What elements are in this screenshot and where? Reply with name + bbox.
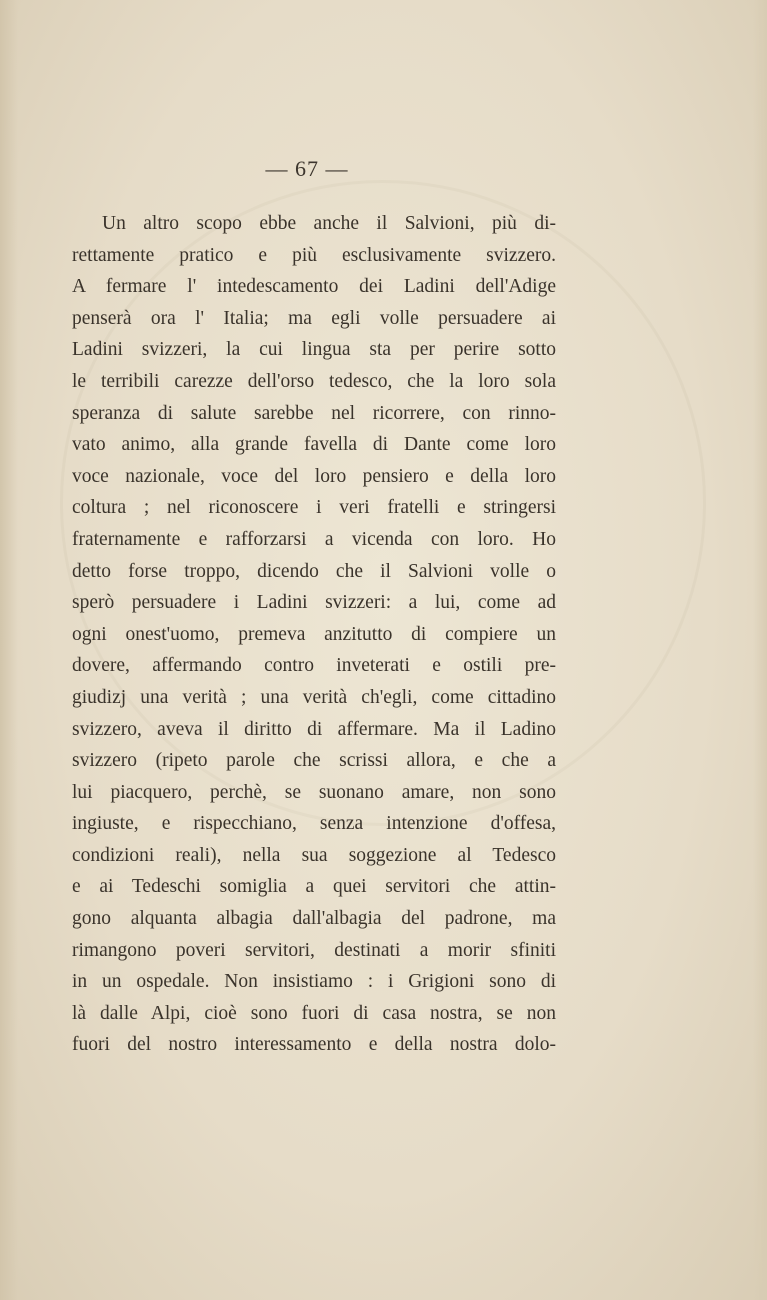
text-line: Ladini svizzeri, la cui lingua sta per perire sotto: [72, 339, 556, 361]
text-line: in un ospedale. Non insistiamo : i Grigioni sono di: [72, 971, 556, 993]
text-line: sperò persuadere i Ladini svizzeri: a lui, come ad: [72, 592, 556, 614]
text-line: ingiuste, e rispecchiano, senza intenzione d'offesa,: [72, 813, 556, 835]
text-line: là dalle Alpi, cioè sono fuori di casa nostra, se non: [72, 1002, 556, 1024]
text-line: rimangono poveri servitori, destinati a morir sfiniti: [72, 939, 556, 961]
text-line: fraternamente e rafforzarsi a vicenda con loro. Ho: [72, 528, 556, 550]
text-line: svizzero (ripeto parole che scrissi allora, e che a: [72, 750, 556, 772]
text-line: condizioni reali), nella sua soggezione al Tedesco: [72, 844, 556, 866]
text-line: dovere, affermando contro inveterati e ostili pre-: [72, 655, 556, 677]
text-line: detto forse troppo, dicendo che il Salvioni volle o: [72, 560, 556, 582]
text-line: ogni onest'uomo, premeva anzitutto di compiere un: [72, 623, 556, 645]
text-line: rettamente pratico e più esclusivamente svizzero.: [72, 244, 556, 266]
text-line: vato animo, alla grande favella di Dante come loro: [72, 434, 556, 456]
text-line: lui piacquero, perchè, se suonano amare, non sono: [72, 781, 556, 803]
text-line: Un altro scopo ebbe anche il Salvioni, più di-: [102, 213, 556, 234]
text-line: gono alquanta albagia dall'albagia del padrone, ma: [72, 908, 556, 930]
text-line: le terribili carezze dell'orso tedesco, che la loro sola: [72, 370, 556, 392]
text-line: speranza di salute sarebbe nel ricorrere, con rinno-: [72, 402, 556, 424]
text-line: A fermare l' intedescamento dei Ladini dell'Adige: [72, 276, 556, 298]
text-line: e ai Tedeschi somiglia a quei servitori che attin-: [72, 876, 556, 898]
text-line: penserà ora l' Italia; ma egli volle persuadere ai: [72, 307, 556, 329]
text-line: svizzero, aveva il diritto di affermare. Ma il Ladino: [72, 718, 556, 740]
body-paragraph: [72, 208, 556, 1061]
page-number: — 67 —: [265, 156, 349, 181]
text-line: giudizj una verità ; una verità ch'egli, come cittadino: [72, 686, 556, 708]
text-line: voce nazionale, voce del loro pensiero e della loro: [72, 465, 556, 487]
text-line: fuori del nostro interessamento e della nostra dolo-: [72, 1034, 556, 1056]
text-line: coltura ; nel riconoscere i veri fratelli e stringersi: [72, 497, 556, 519]
